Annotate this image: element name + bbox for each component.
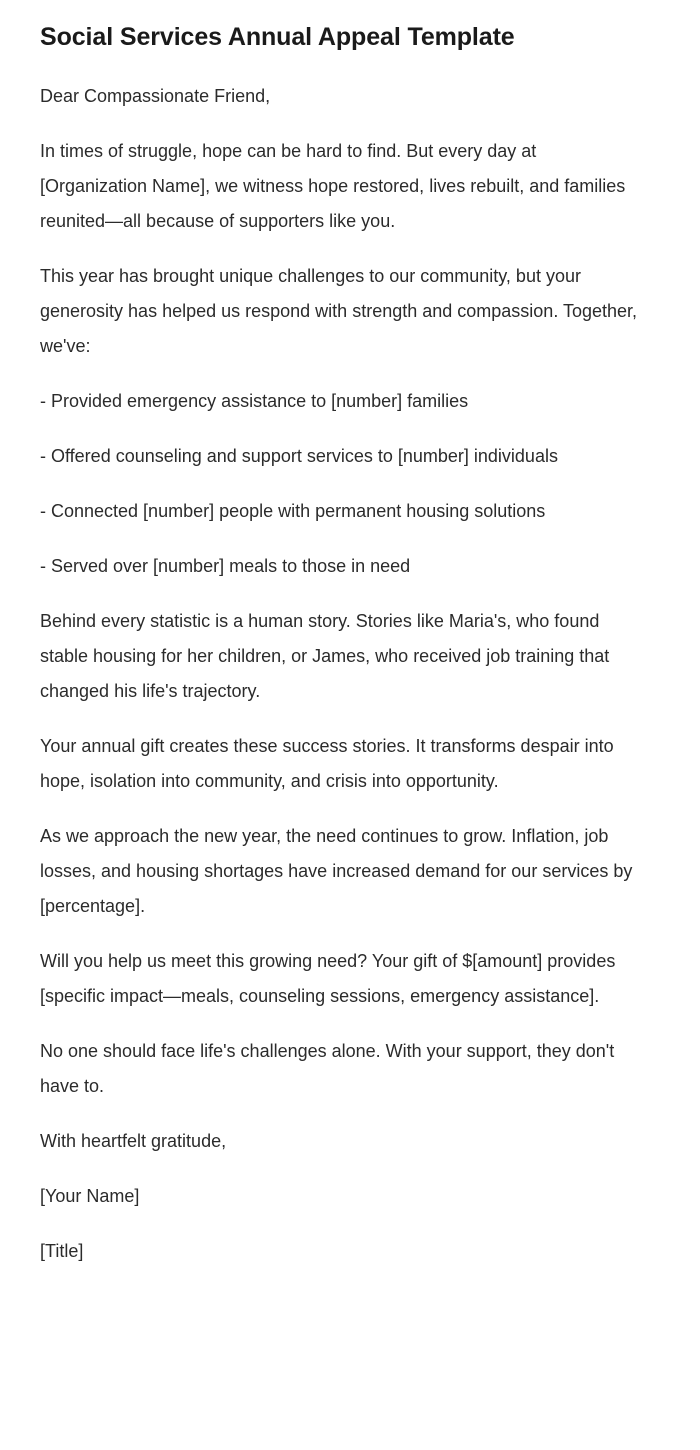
intro-paragraph-1: In times of struggle, hope can be hard to find. But every day at [Organization Name], we witness hope restored, lives rebuilt, and families reunited—all because of supporters like you. <box>40 141 626 232</box>
closing-salutation: With heartfelt gratitude, <box>40 1131 227 1152</box>
impact-item: - Provided emergency assistance to [number] families <box>40 391 469 412</box>
signature-name: [Your Name] <box>40 1186 140 1207</box>
ask-paragraph: Will you help us meet this growing need? Your gift of $[amount] provides [specific impact—meals, counseling sessions, emergency assistance]. <box>40 951 616 1007</box>
story-paragraph: Behind every statistic is a human story. Stories like Maria's, who found stable housing for her children, or James, who received job training that changed his life's trajectory. <box>40 611 610 702</box>
impact-item: - Served over [number] meals to those in need <box>40 556 411 577</box>
salutation: Dear Compassionate Friend, <box>40 86 271 107</box>
impact-item: - Offered counseling and support services to [number] individuals <box>40 446 558 467</box>
closing-appeal-paragraph: No one should face life's challenges alone. With your support, they don't have to. <box>40 1041 615 1097</box>
page-title: Social Services Annual Appeal Template <box>40 23 515 51</box>
impact-item: - Connected [number] people with permanent housing solutions <box>40 501 546 522</box>
need-paragraph: As we approach the new year, the need continues to grow. Inflation, job losses, and housing shortages have increased demand for our services by [percentage]. <box>40 826 633 917</box>
intro-paragraph-2: This year has brought unique challenges to our community, but your generosity has helped us respond with strength and compassion. Together, we've: <box>40 266 638 357</box>
signature-title: [Title] <box>40 1241 84 1262</box>
impact-statement-paragraph: Your annual gift creates these success stories. It transforms despair into hope, isolation into community, and crisis into opportunity. <box>40 736 614 792</box>
